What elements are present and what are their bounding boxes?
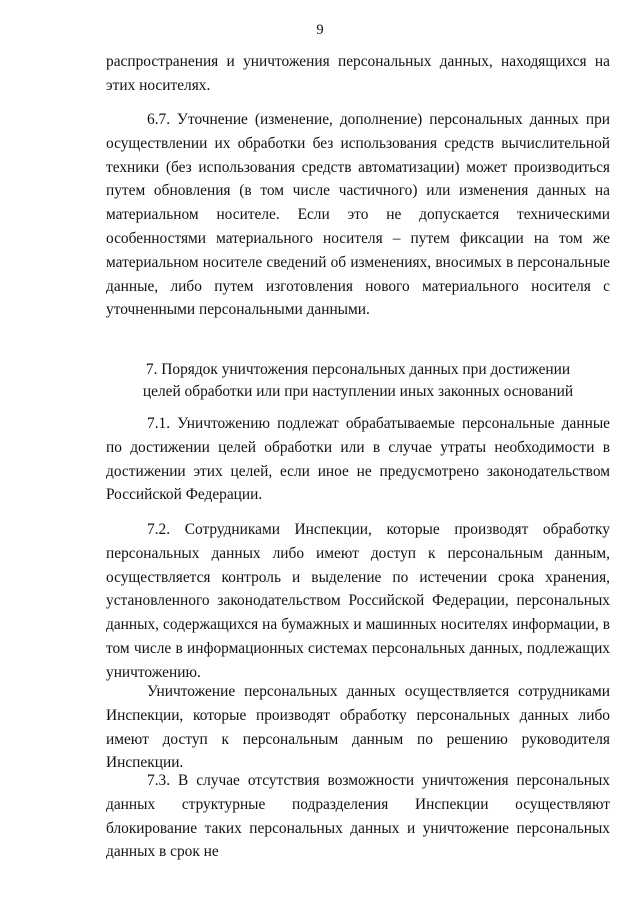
section-7-heading (106, 359, 610, 403)
page-number: 9 (316, 22, 324, 38)
paragraph-7-2-continued: Уничтожение персональных данных осуществляется сотрудниками Инспекции, которые производят обработку персональных данных либо имеют доступ к персональным данным по решению руководителя Инспекции. (106, 683, 610, 772)
paragraph-6-7: 6.7. Уточнение (изменение, дополнение) персональных данных при осуществлении их обработки без использования средств вычислительной техники (без использования средств автоматизации) может производиться путем обновления (в том числе частичного) или изменения данных на материальном носителе. Если это не допускается техническими особенностями материального носителя – путем фиксации на том же материальном носителе сведений об изменениях, вносимых в персональные данные, либо путем изготовления нового материального носителя с уточненными персональными данными. (106, 111, 610, 319)
paragraph-7-2: 7.2. Сотрудниками Инспекции, которые производят обработку персональных данных либо имеют доступ к персональным данным, осуществляется контроль и выделение по истечении срока хранения, установленного законодательством Российской Федерации, персональных данных, содержащихся на бумажных и машинных носителях информации, в том числе в информационных системах персональных данных, подлежащих уничтожению. (106, 521, 610, 681)
paragraph-7-1: 7.1. Уничтожению подлежат обрабатываемые персональные данные по достижении целей обработки или в случае утраты необходимости в достижении этих целей, если иное не предусмотрено законодательством Российской Федерации. (106, 415, 610, 504)
section-7-heading-line-2: целей обработки или при наступлении иных законных оснований (142, 383, 574, 400)
paragraph-continued: распространения и уничтожения персональных данных, находящихся на этих носителях. (106, 53, 610, 94)
paragraph-7-3: 7.3. В случае отсутствия возможности уничтожения персональных данных структурные подразделения Инспекции осуществляют блокирование таких персональных данных и уничтожение персональных данных в срок не (106, 772, 610, 861)
section-7-heading-line-1: 7. Порядок уничтожения персональных данных при достижении (145, 361, 571, 378)
